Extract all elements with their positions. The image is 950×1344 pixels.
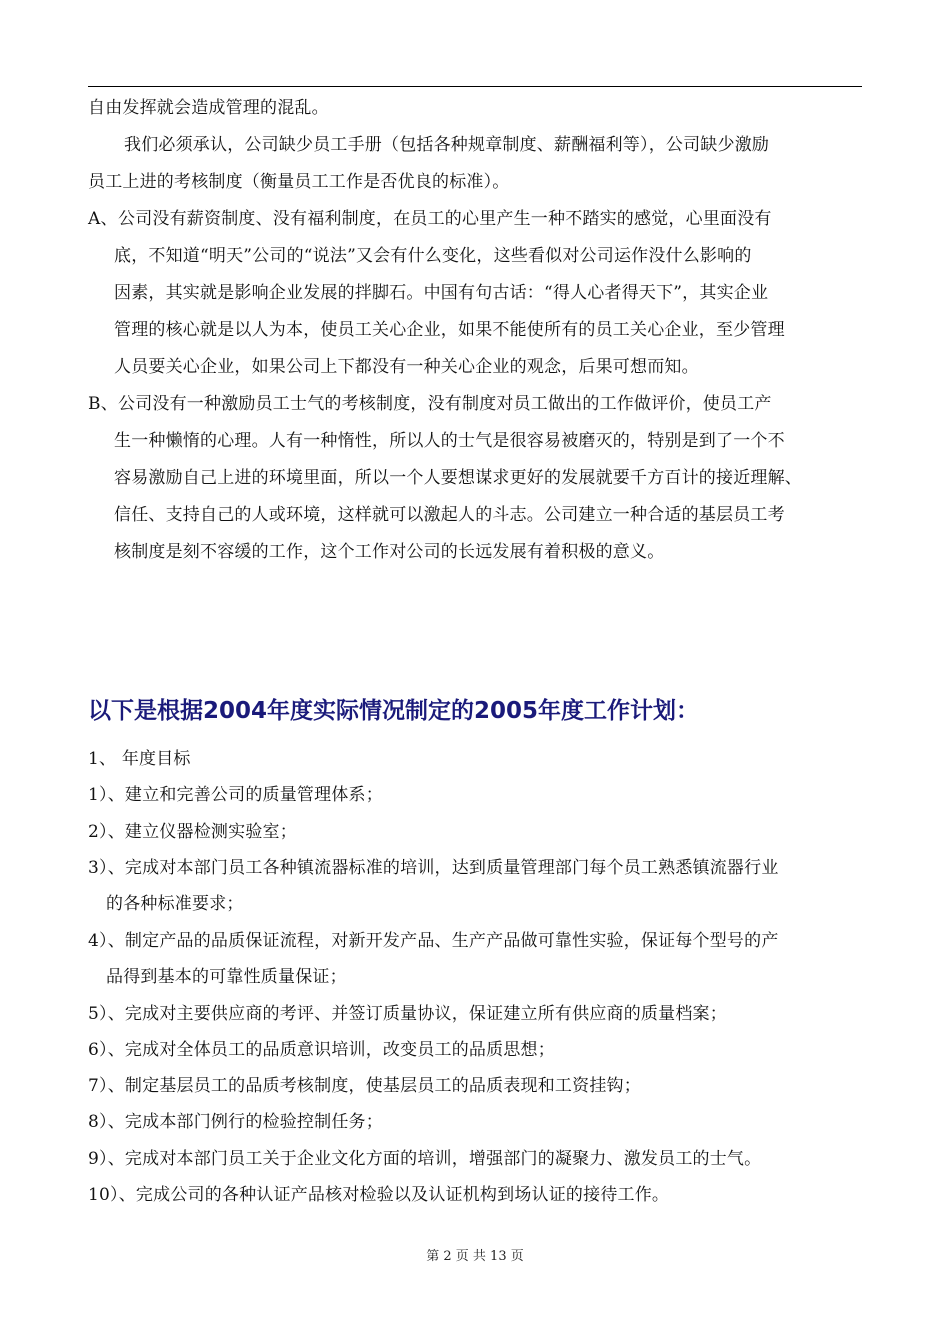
plan-item: 4）、制定产品的品质保证流程，对新开发产品、生产产品做可靠性实验，保证每个型号的产 bbox=[88, 931, 779, 951]
item-a-line: 人员要关心企业，如果公司上下都没有一种关心企业的观念，后果可想而知。 bbox=[114, 357, 699, 377]
plan-item: 1）、建立和完善公司的质量管理体系； bbox=[88, 785, 383, 805]
plan-item: 5）、完成对主要供应商的考评、并签订质量协议，保证建立所有供应商的质量档案； bbox=[88, 1004, 727, 1024]
intro-paragraph-line: 我们必须承认，公司缺少员工手册（包括各种规章制度、薪酬福利等），公司缺少激励 bbox=[124, 135, 770, 155]
item-b-line: 核制度是刻不容缓的工作，这个工作对公司的长远发展有着积极的意义。 bbox=[114, 542, 665, 562]
plan-heading: 以下是根据2004年度实际情况制定的2005年度工作计划： bbox=[88, 698, 700, 724]
intro-line: 自由发挥就会造成管理的混乱。 bbox=[88, 98, 329, 118]
item-a-line: 底，不知道“明天”公司的“说法”又会有什么变化，这些看似对公司运作没什么影响的 bbox=[114, 246, 752, 266]
item-a-marker: A、 bbox=[88, 209, 118, 229]
item-a-line: 公司没有薪资制度、没有福利制度，在员工的心里产生一种不踏实的感觉，心里面没有 bbox=[118, 209, 772, 229]
plan-item: 2）、建立仪器检测实验室； bbox=[88, 822, 297, 842]
plan-item: 7）、制定基层员工的品质考核制度，使基层员工的品质表现和工资挂钩； bbox=[88, 1076, 641, 1096]
plan-item: 9）、完成对本部门员工关于企业文化方面的培训，增强部门的凝聚力、激发员工的士气。 bbox=[88, 1149, 762, 1169]
plan-item-continuation: 品得到基本的可靠性质量保证； bbox=[106, 967, 347, 987]
item-b-marker: B、 bbox=[88, 394, 118, 414]
item-b-line: 信任、支持自己的人或环境，这样就可以激起人的斗志。公司建立一种合适的基层员工考 bbox=[114, 505, 785, 525]
item-a-line: 因素，其实就是影响企业发展的拌脚石。中国有句古话：“得人心者得天下”，其实企业 bbox=[114, 283, 769, 303]
item-b-line: 生一种懒惰的心理。人有一种惰性，所以人的士气是很容易被磨灭的，特别是到了一个不 bbox=[114, 431, 785, 451]
intro-paragraph-line: 员工上进的考核制度（衡量员工工作是否优良的标准）。 bbox=[88, 172, 510, 192]
page-footer: 第 2 页 共 13 页 bbox=[426, 1249, 524, 1264]
plan-item: 10）、完成公司的各种认证产品核对检验以及认证机构到场认证的接待工作。 bbox=[88, 1185, 670, 1205]
item-b-line: 公司没有一种激励员工士气的考核制度，没有制度对员工做出的工作做评价，使员工产 bbox=[118, 394, 772, 414]
plan-item: 3）、完成对本部门员工各种镇流器标准的培训，达到质量管理部门每个员工熟悉镇流器行业 bbox=[88, 858, 779, 878]
header-rule bbox=[88, 86, 862, 87]
section-title: 1、 年度目标 bbox=[88, 749, 191, 769]
item-b-line: 容易激励自己上进的环境里面，所以一个人要想谋求更好的发展就要千方百计的接近理解、 bbox=[114, 468, 802, 488]
plan-item: 8）、完成本部门例行的检验控制任务； bbox=[88, 1112, 383, 1132]
plan-item-continuation: 的各种标准要求； bbox=[106, 894, 244, 914]
item-a-line: 管理的核心就是以人为本，使员工关心企业，如果不能使所有的员工关心企业，至少管理 bbox=[114, 320, 785, 340]
plan-item: 6）、完成对全体员工的品质意识培训，改变员工的品质思想； bbox=[88, 1040, 555, 1060]
